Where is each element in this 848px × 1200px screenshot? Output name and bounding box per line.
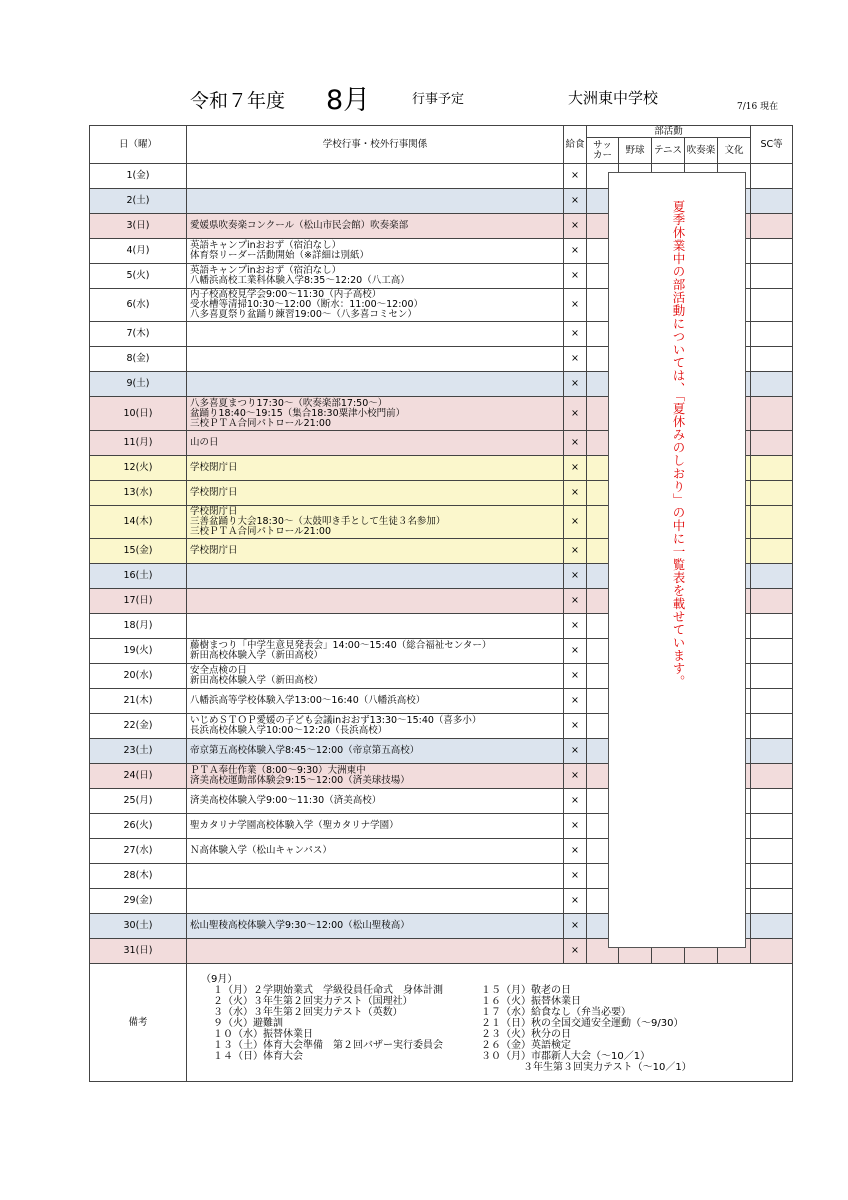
day-cell: 10(日) xyxy=(90,397,187,431)
day-cell: 6(水) xyxy=(90,289,187,322)
events-cell: いじめＳＴＯＰ愛媛の子ども会議inおおず13:30～15:40（喜多小） 長浜高校体験入学10:00～12:20（長浜高校） xyxy=(187,714,564,739)
events-cell: 松山聖稜高校体験入学9:30～12:00（松山聖稜高） xyxy=(187,914,564,939)
day-cell: 17(日) xyxy=(90,589,187,614)
sc-cell xyxy=(751,347,793,372)
header-club-culture: 文化 xyxy=(718,138,751,164)
note-item: １４（日）体育大会 xyxy=(213,1051,303,1062)
meal-cell: × xyxy=(564,589,587,614)
day-cell: 11(月) xyxy=(90,431,187,456)
notes-content xyxy=(187,964,793,1082)
day-cell: 31(日) xyxy=(90,939,187,964)
day-cell: 18(月) xyxy=(90,614,187,639)
day-cell: 25(月) xyxy=(90,789,187,814)
note-item: ３０（月）市郡新人大会（～10／1） xyxy=(481,1051,651,1062)
header-club-tennis: テニス xyxy=(652,138,685,164)
meal-cell: × xyxy=(564,614,587,639)
events-cell xyxy=(187,889,564,914)
sc-cell xyxy=(751,289,793,322)
events-cell: Ｎ高体験入学（松山キャンパス） xyxy=(187,839,564,864)
events-cell xyxy=(187,322,564,347)
day-cell: 8(金) xyxy=(90,347,187,372)
meal-cell: × xyxy=(564,322,587,347)
header-events: 学校行事・校外行事関係 xyxy=(187,126,564,164)
note-item: ２３（火）秋分の日 xyxy=(481,1029,571,1040)
club-notice-text: 夏季休業中の部活動については、「夏休みのしおり」の中に一覧表を載せています。 xyxy=(671,200,686,688)
events-cell xyxy=(187,614,564,639)
sc-cell xyxy=(751,789,793,814)
events-cell: 英語キャンプinおおず（宿泊なし） 体育祭リーダー活動開始（※詳細は別紙） xyxy=(187,239,564,264)
note-item: １０（水）振替休業日 xyxy=(213,1029,313,1040)
meal-cell: × xyxy=(564,214,587,239)
day-cell: 1(金) xyxy=(90,164,187,189)
meal-cell: × xyxy=(564,739,587,764)
sc-cell xyxy=(751,639,793,664)
meal-cell: × xyxy=(564,347,587,372)
notes-label: 備考 xyxy=(90,964,187,1082)
events-cell: 安全点検の日 新田高校体験入学（新田高校） xyxy=(187,664,564,689)
meal-cell: × xyxy=(564,431,587,456)
fiscal-year-label: 令和７年度 xyxy=(190,90,286,112)
meal-cell: × xyxy=(564,939,587,964)
day-cell: 26(火) xyxy=(90,814,187,839)
sc-cell xyxy=(751,614,793,639)
sc-cell xyxy=(751,839,793,864)
sc-cell xyxy=(751,481,793,506)
sc-cell xyxy=(751,264,793,289)
sc-cell xyxy=(751,889,793,914)
meal-cell: × xyxy=(564,164,587,189)
meal-cell: × xyxy=(564,789,587,814)
meal-cell: × xyxy=(564,664,587,689)
sc-cell xyxy=(751,739,793,764)
meal-cell: × xyxy=(564,914,587,939)
events-cell: 愛媛県吹奏楽コンクール（松山市民会館）吹奏楽部 xyxy=(187,214,564,239)
note-item: ２１（日）秋の全国交通安全運動（～9/30） xyxy=(481,1018,684,1029)
meal-cell: × xyxy=(564,689,587,714)
events-cell: 帝京第五高校体験入学8:45～12:00（帝京第五高校） xyxy=(187,739,564,764)
sc-cell xyxy=(751,764,793,789)
events-cell xyxy=(187,864,564,889)
meal-cell: × xyxy=(564,814,587,839)
sc-cell xyxy=(751,397,793,431)
events-cell xyxy=(187,164,564,189)
sc-cell xyxy=(751,864,793,889)
schedule-label: 行事予定 xyxy=(412,92,465,107)
day-cell: 28(木) xyxy=(90,864,187,889)
day-cell: 7(木) xyxy=(90,322,187,347)
events-cell: 学校閉庁日 xyxy=(187,539,564,564)
events-cell: 藤樹まつり「中学生意見発表会」14:00～15:40（総合福祉センター） 新田高校体験入学（新田高校） xyxy=(187,639,564,664)
notes-row xyxy=(90,964,793,1082)
day-cell: 16(土) xyxy=(90,564,187,589)
events-cell: ＰＴＡ奉仕作業（8:00～9:30）大洲東中 済美高校運動部体験会9:15～12:00（済美球技場） xyxy=(187,764,564,789)
note-item: １６（火）振替休業日 xyxy=(481,996,581,1007)
as-of-date: 7/16 現在 xyxy=(737,102,779,112)
meal-cell: × xyxy=(564,639,587,664)
note-item: ２（火）３年生第２回実力テスト（国理社） xyxy=(213,996,413,1007)
meal-cell: × xyxy=(564,189,587,214)
day-cell: 15(金) xyxy=(90,539,187,564)
events-cell: 学校閉庁日 三善盆踊り大会18:30～（太鼓叩き手として生徒３名参加） 三校ＰＴＡ合同パトロール21:00 xyxy=(187,506,564,539)
sc-cell xyxy=(751,689,793,714)
day-cell: 21(木) xyxy=(90,689,187,714)
sc-cell xyxy=(751,322,793,347)
events-cell xyxy=(187,347,564,372)
events-cell: 八多喜夏まつり17:30～（吹奏楽部17:50～） 盆踊り18:40～19:15（集合18:30粟津小校門前） 三校ＰＴＡ合同パトロール21:00 xyxy=(187,397,564,431)
sc-cell xyxy=(751,431,793,456)
day-cell: 9(土) xyxy=(90,372,187,397)
events-cell: 聖カタリナ学園高校体験入学（聖カタリナ学園） xyxy=(187,814,564,839)
meal-cell: × xyxy=(564,456,587,481)
note-item: １３（土）体育大会準備 第２回バザー実行委員会 xyxy=(213,1040,443,1051)
sc-cell xyxy=(751,456,793,481)
note-item: ３（水）３年生第２回実力テスト（英数） xyxy=(213,1007,403,1018)
meal-cell: × xyxy=(564,372,587,397)
note-item: ９（火）避難訓 xyxy=(213,1018,283,1029)
events-cell: 済美高校体験入学9:00～11:30（済美高校） xyxy=(187,789,564,814)
sc-cell xyxy=(751,714,793,739)
sc-cell xyxy=(751,814,793,839)
meal-cell: × xyxy=(564,864,587,889)
meal-cell: × xyxy=(564,264,587,289)
day-cell: 5(火) xyxy=(90,264,187,289)
meal-cell: × xyxy=(564,539,587,564)
day-cell: 14(木) xyxy=(90,506,187,539)
events-cell xyxy=(187,372,564,397)
day-cell: 29(金) xyxy=(90,889,187,914)
notes-heading: （9月） xyxy=(201,974,238,985)
header-club-baseball: 野球 xyxy=(619,138,652,164)
meal-cell: × xyxy=(564,564,587,589)
events-cell: 学校閉庁日 xyxy=(187,481,564,506)
events-cell xyxy=(187,189,564,214)
day-cell: 24(日) xyxy=(90,764,187,789)
meal-cell: × xyxy=(564,889,587,914)
day-cell: 30(土) xyxy=(90,914,187,939)
header-day: 日（曜） xyxy=(90,126,187,164)
day-cell: 4(月) xyxy=(90,239,187,264)
meal-cell: × xyxy=(564,764,587,789)
meal-cell: × xyxy=(564,506,587,539)
sc-cell xyxy=(751,539,793,564)
meal-cell: × xyxy=(564,481,587,506)
day-cell: 19(火) xyxy=(90,639,187,664)
header-meal: 給食 xyxy=(564,126,587,164)
note-item: １（月）２学期始業式 学級役員任命式 身体計測 xyxy=(213,985,443,996)
school-name: 大洲東中学校 xyxy=(568,89,659,107)
month-title: 8月 xyxy=(326,85,371,116)
events-cell xyxy=(187,564,564,589)
sc-cell xyxy=(751,914,793,939)
events-cell xyxy=(187,939,564,964)
events-cell: 学校閉庁日 xyxy=(187,456,564,481)
day-cell: 23(土) xyxy=(90,739,187,764)
events-cell xyxy=(187,589,564,614)
sc-cell xyxy=(751,164,793,189)
day-cell: 27(水) xyxy=(90,839,187,864)
note-item: ３年生第３回実力テスト（～10／1） xyxy=(523,1062,692,1073)
meal-cell: × xyxy=(564,397,587,431)
sc-cell xyxy=(751,239,793,264)
day-cell: 2(土) xyxy=(90,189,187,214)
note-item: １７（水）給食なし（弁当必要） xyxy=(481,1007,631,1018)
day-cell: 20(水) xyxy=(90,664,187,689)
events-cell: 英語キャンプinおおず（宿泊なし） 八幡浜高校工業科体験入学8:35～12:20（八工高） xyxy=(187,264,564,289)
sc-cell xyxy=(751,214,793,239)
events-cell: 八幡浜高等学校体験入学13:00～16:40（八幡浜高校） xyxy=(187,689,564,714)
events-cell: 内子校高校見学会9:00～11:30（内子高校） 受水槽等清掃10:30～12:00（断水：11:00～12:00） 八多喜夏祭り盆踊り練習19:00～（八多喜コミセン） xyxy=(187,289,564,322)
meal-cell: × xyxy=(564,239,587,264)
header-club: 部活動 xyxy=(587,126,751,138)
header-club-band: 吹奏楽 xyxy=(685,138,718,164)
note-item: ２６（金）英語検定 xyxy=(481,1040,571,1051)
header-sc: SC等 xyxy=(751,126,793,164)
sc-cell xyxy=(751,372,793,397)
meal-cell: × xyxy=(564,714,587,739)
events-cell: 山の日 xyxy=(187,431,564,456)
meal-cell: × xyxy=(564,839,587,864)
day-cell: 3(日) xyxy=(90,214,187,239)
note-item: １５（月）敬老の日 xyxy=(481,985,571,996)
sc-cell xyxy=(751,189,793,214)
sc-cell xyxy=(751,939,793,964)
meal-cell: × xyxy=(564,289,587,322)
sc-cell xyxy=(751,664,793,689)
day-cell: 22(金) xyxy=(90,714,187,739)
day-cell: 12(火) xyxy=(90,456,187,481)
sc-cell xyxy=(751,564,793,589)
day-cell: 13(水) xyxy=(90,481,187,506)
sc-cell xyxy=(751,506,793,539)
sc-cell xyxy=(751,589,793,614)
header-club-soccer: サッ カー xyxy=(587,138,619,164)
